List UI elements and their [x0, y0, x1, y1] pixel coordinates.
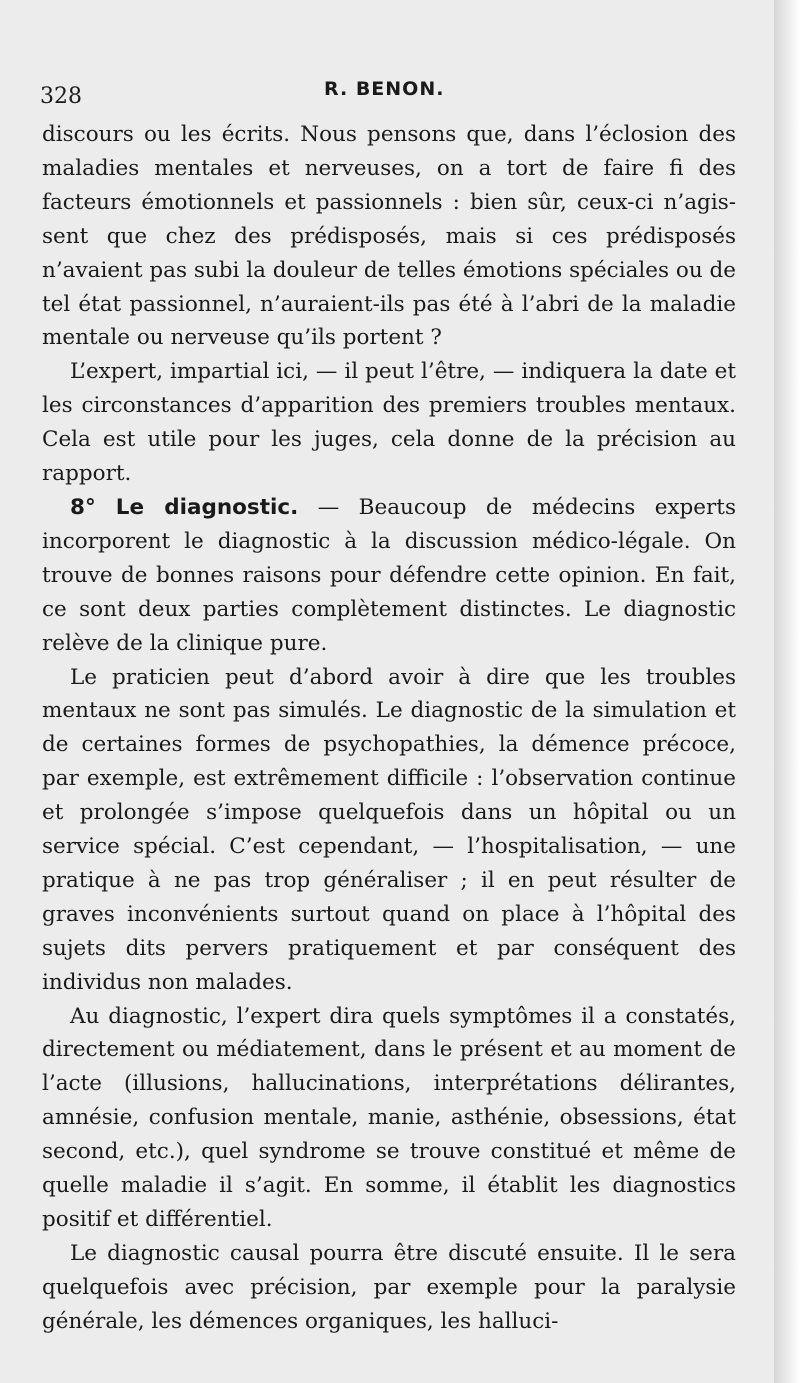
page-header: [40, 78, 740, 118]
paragraph: Le diagnostic causal pourra être discuté ensuite. Il le sera quelquefois avec précision, par exemple pour la paralysie générale, les démences organiques, les halluci-: [42, 1240, 736, 1334]
paragraph: Le praticien peut d’abord avoir à dire que les troubles mentaux ne sont pas simulés. Le diagnostic de la simulation et de certaines formes de psychopathies, la démence précoce, par exemple, est extrêmement difficile : l’observation continue et prolongée s’impose quelquefois dans un hôpital ou un service spécial. C’est cependant, — l’hospitalisation, — une pratique à ne pas trop généraliser ; il en peut résulter de graves inconvénients surtout quand on place à l’hôpital des sujets dits pervers pratiquement et par conséquent des individus non malades.: [42, 664, 736, 995]
page-number: 328: [40, 84, 82, 109]
paragraph: [42, 491, 736, 661]
paragraph-text: — Beaucoup de médecins experts incorporent le diagnostic à la discussion médico-légale. On trouve de bonnes raisons pour défendre cette opinion. En fait, ce sont deux parties complètement distinctes. Le diagnostic relève de la clinique pure.: [42, 494, 736, 656]
page-edge-shadow: [774, 0, 800, 1383]
section-heading: 8° Le diagnostic.: [70, 494, 299, 520]
running-head: R. BENON.: [324, 78, 445, 100]
paragraph: discours ou les écrits. Nous pensons que, dans l’éclosion des maladies mentales et nerveuses, on a tort de faire fi des facteurs émotionnels et passionnels : bien sûr, ceux-ci n’agissent que chez des prédisposés, mais si ces prédisposés n’avaient pas subi la douleur de telles émotions spéciales ou de tel état passionnel, n’auraient-ils pas été à l’abri de la maladie mentale ou nerveuse qu’ils portent ?: [42, 122, 736, 351]
body-text: [42, 118, 736, 1339]
paragraph: L’expert, impartial ici, — il peut l’être, — indiquera la date et les circonstances d’apparition des premiers troubles mentaux. Cela est utile pour les juges, cela donne de la précision au rapport.: [42, 359, 736, 487]
paragraph: Au diagnostic, l’expert dira quels symptômes il a constatés, directement ou médiatement, dans le présent et au moment de l’acte (illusions, hallucinations, interprétations délirantes, amnésie, confusion mentale, manie, asthénie, obsessions, état second, etc.), quel syndrome se trouve constitué et même de quelle maladie il s’agit. En somme, il établit les diagnostics positif et différentiel.: [42, 1003, 736, 1232]
